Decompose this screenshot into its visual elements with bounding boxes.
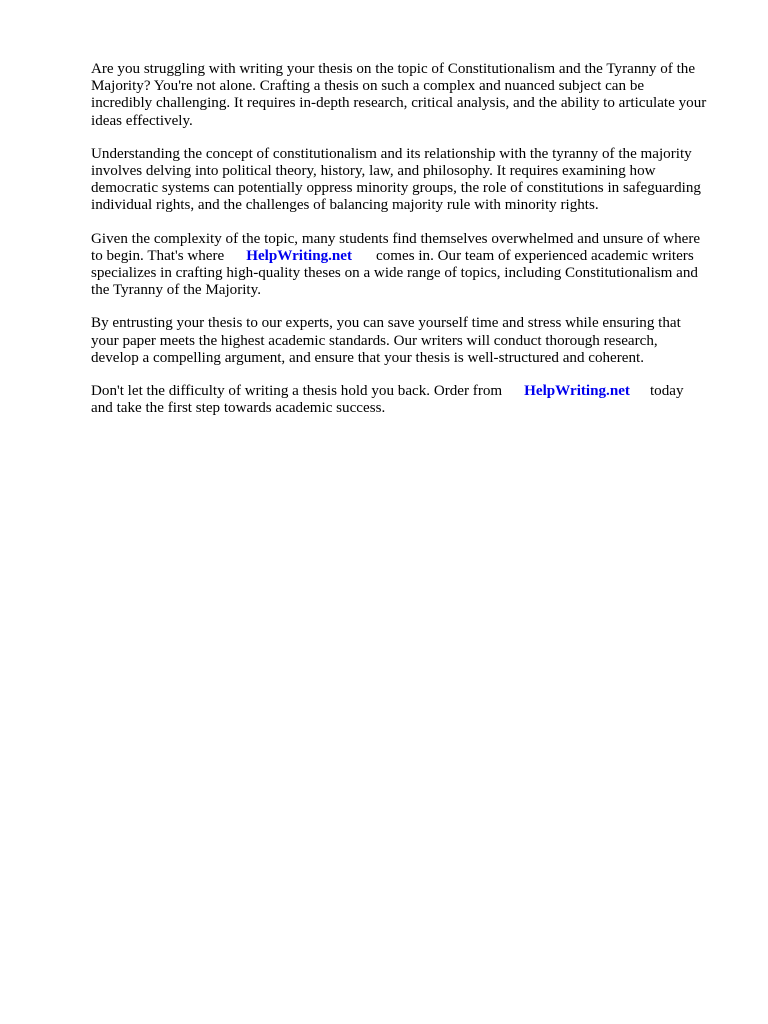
line-text: Don't let the difficulty of writing a thesis hold you back. Order from bbox=[91, 383, 503, 400]
document-body bbox=[91, 61, 741, 433]
paragraph-understanding bbox=[91, 146, 741, 215]
paragraph-line: involves delving into political theory, history, law, and philosophy. It requires examining how bbox=[91, 163, 656, 180]
paragraph-line: ideas effectively. bbox=[91, 112, 193, 129]
paragraph-line: the Tyranny of the Majority. bbox=[91, 282, 261, 299]
paragraph-line: democratic systems can potentially oppress minority groups, the role of constitutions in safeguarding bbox=[91, 180, 701, 197]
helpwriting-order-link[interactable]: HelpWriting.net bbox=[524, 383, 630, 400]
paragraph-intro bbox=[91, 61, 741, 130]
paragraph-line: By entrusting your thesis to our experts, you can save yourself time and stress while ensuring that bbox=[91, 315, 681, 332]
line-text: today bbox=[649, 383, 684, 400]
paragraph-line: Understanding the concept of constitutionalism and its relationship with the tyranny of the majority bbox=[91, 145, 692, 162]
paragraph-line: incredibly challenging. It requires in-depth research, critical analysis, and the ability to articulate your bbox=[91, 95, 707, 112]
paragraph-entrusting bbox=[91, 315, 741, 367]
paragraph-call-to-action bbox=[91, 383, 741, 417]
paragraph-line: and take the first step towards academic success. bbox=[91, 400, 386, 417]
paragraph-line: specializes in crafting high-quality theses on a wide range of topics, including Constitutionalism and bbox=[91, 265, 698, 282]
line-text: to begin. That's where bbox=[91, 247, 225, 264]
paragraph-line: Majority? You're not alone. Crafting a thesis on such a complex and nuanced subject can be bbox=[91, 78, 645, 95]
paragraph-line-with-link bbox=[91, 383, 741, 400]
paragraph-line: your paper meets the highest academic standards. Our writers will conduct thorough research, bbox=[91, 332, 658, 349]
line-text: comes in. Our team of experienced academic writers bbox=[376, 247, 694, 264]
paragraph-line: develop a compelling argument, and ensure that your thesis is well-structured and coherent. bbox=[91, 349, 644, 366]
paragraph-line: Are you struggling with writing your thesis on the topic of Constitutionalism and the Tyranny of the bbox=[91, 61, 696, 77]
paragraph-line-with-link bbox=[91, 248, 741, 265]
paragraph-line: Given the complexity of the topic, many students find themselves overwhelmed and unsure of where bbox=[91, 230, 701, 247]
paragraph-line: individual rights, and the challenges of balancing majority rule with minority rights. bbox=[91, 197, 599, 214]
helpwriting-link[interactable]: HelpWriting.net bbox=[246, 247, 353, 264]
paragraph-complexity bbox=[91, 231, 741, 300]
